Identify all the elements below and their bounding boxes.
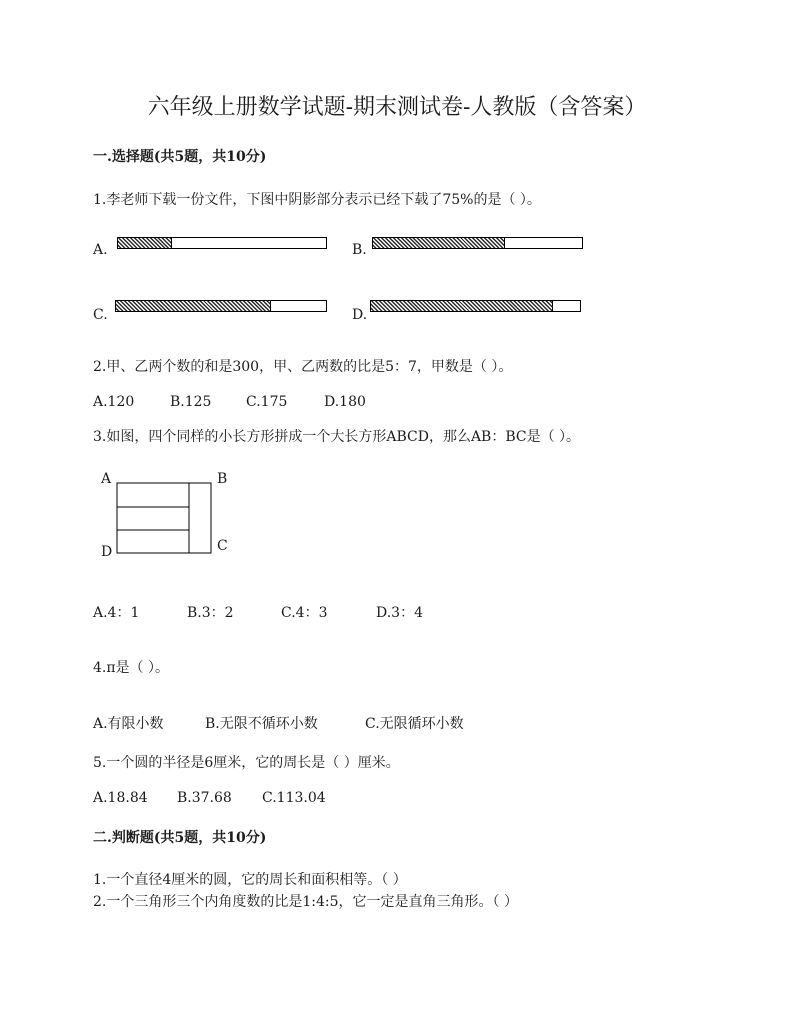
- vertex-label-b: B: [217, 471, 228, 487]
- question-2-option-b[interactable]: B.125: [170, 394, 212, 410]
- question-1-option-a-label[interactable]: A.: [93, 242, 108, 258]
- vertex-label-d: D: [101, 544, 113, 560]
- question-4-option-b[interactable]: B.无限不循环小数: [205, 716, 318, 732]
- question-5-option-a[interactable]: A.18.84: [93, 790, 148, 806]
- question-2-option-c[interactable]: C.175: [246, 394, 288, 410]
- question-1-option-b-label[interactable]: B.: [352, 242, 367, 258]
- question-3-option-c[interactable]: C.4：3: [281, 605, 328, 621]
- question-5-option-c[interactable]: C.113.04: [262, 790, 326, 806]
- judgment-item-1: 1.一个直径4厘米的圆，它的周长和面积相等。（ ）: [93, 872, 407, 888]
- question-5-option-b[interactable]: B.37.68: [177, 790, 232, 806]
- rectangle-abcd-figure: [110, 476, 220, 560]
- question-1-stem: 1.李老师下载一份文件，下图中阴影部分表示已经下载了75%的是（ ）。: [93, 192, 541, 208]
- document-title: 六年级上册数学试题-期末测试卷-人教版（含答案）: [147, 95, 647, 120]
- section-heading-multiple-choice: 一.选择题(共5题，共10分): [93, 149, 267, 165]
- question-1-option-b-bar: [372, 237, 583, 249]
- question-2-option-a[interactable]: A.120: [93, 394, 135, 410]
- question-3-option-d[interactable]: D.3：4: [376, 605, 423, 621]
- question-1-option-a-bar: [117, 237, 327, 249]
- judgment-item-2: 2.一个三角形三个内角度数的比是1:4:5，它一定是直角三角形。（ ）: [93, 894, 518, 910]
- question-5-stem: 5.一个圆的半径是6厘米，它的周长是（ ）厘米。: [93, 755, 400, 771]
- vertex-label-a: A: [101, 471, 112, 487]
- vertex-label-c: C: [217, 538, 228, 554]
- question-2-stem: 2.甲、乙两个数的和是300，甲、乙两数的比是5：7，甲数是（ ）。: [93, 359, 513, 375]
- shaded-portion: [116, 301, 271, 311]
- question-3-stem: 3.如图，四个同样的小长方形拼成一个大长方形ABCD，那么AB：BC是（ ）。: [93, 429, 581, 445]
- question-1-option-d-bar: [370, 300, 581, 312]
- question-1-option-d-label[interactable]: D.: [352, 307, 368, 323]
- question-1-option-c-label[interactable]: C.: [93, 307, 108, 323]
- question-3-option-a[interactable]: A.4：1: [93, 605, 140, 621]
- question-4-option-c[interactable]: C.无限循环小数: [365, 716, 464, 732]
- shaded-portion: [371, 301, 553, 311]
- question-1-option-c-bar: [115, 300, 327, 312]
- shaded-portion: [118, 238, 172, 248]
- outer-rectangle: [117, 483, 211, 553]
- section-heading-true-false: 二.判断题(共5题，共10分): [93, 830, 267, 846]
- question-2-option-d[interactable]: D.180: [324, 394, 366, 410]
- question-4-stem: 4.π是（ ）。: [93, 660, 170, 676]
- question-4-option-a[interactable]: A.有限小数: [93, 716, 164, 732]
- question-3-option-b[interactable]: B.3：2: [187, 605, 234, 621]
- shaded-portion: [373, 238, 505, 248]
